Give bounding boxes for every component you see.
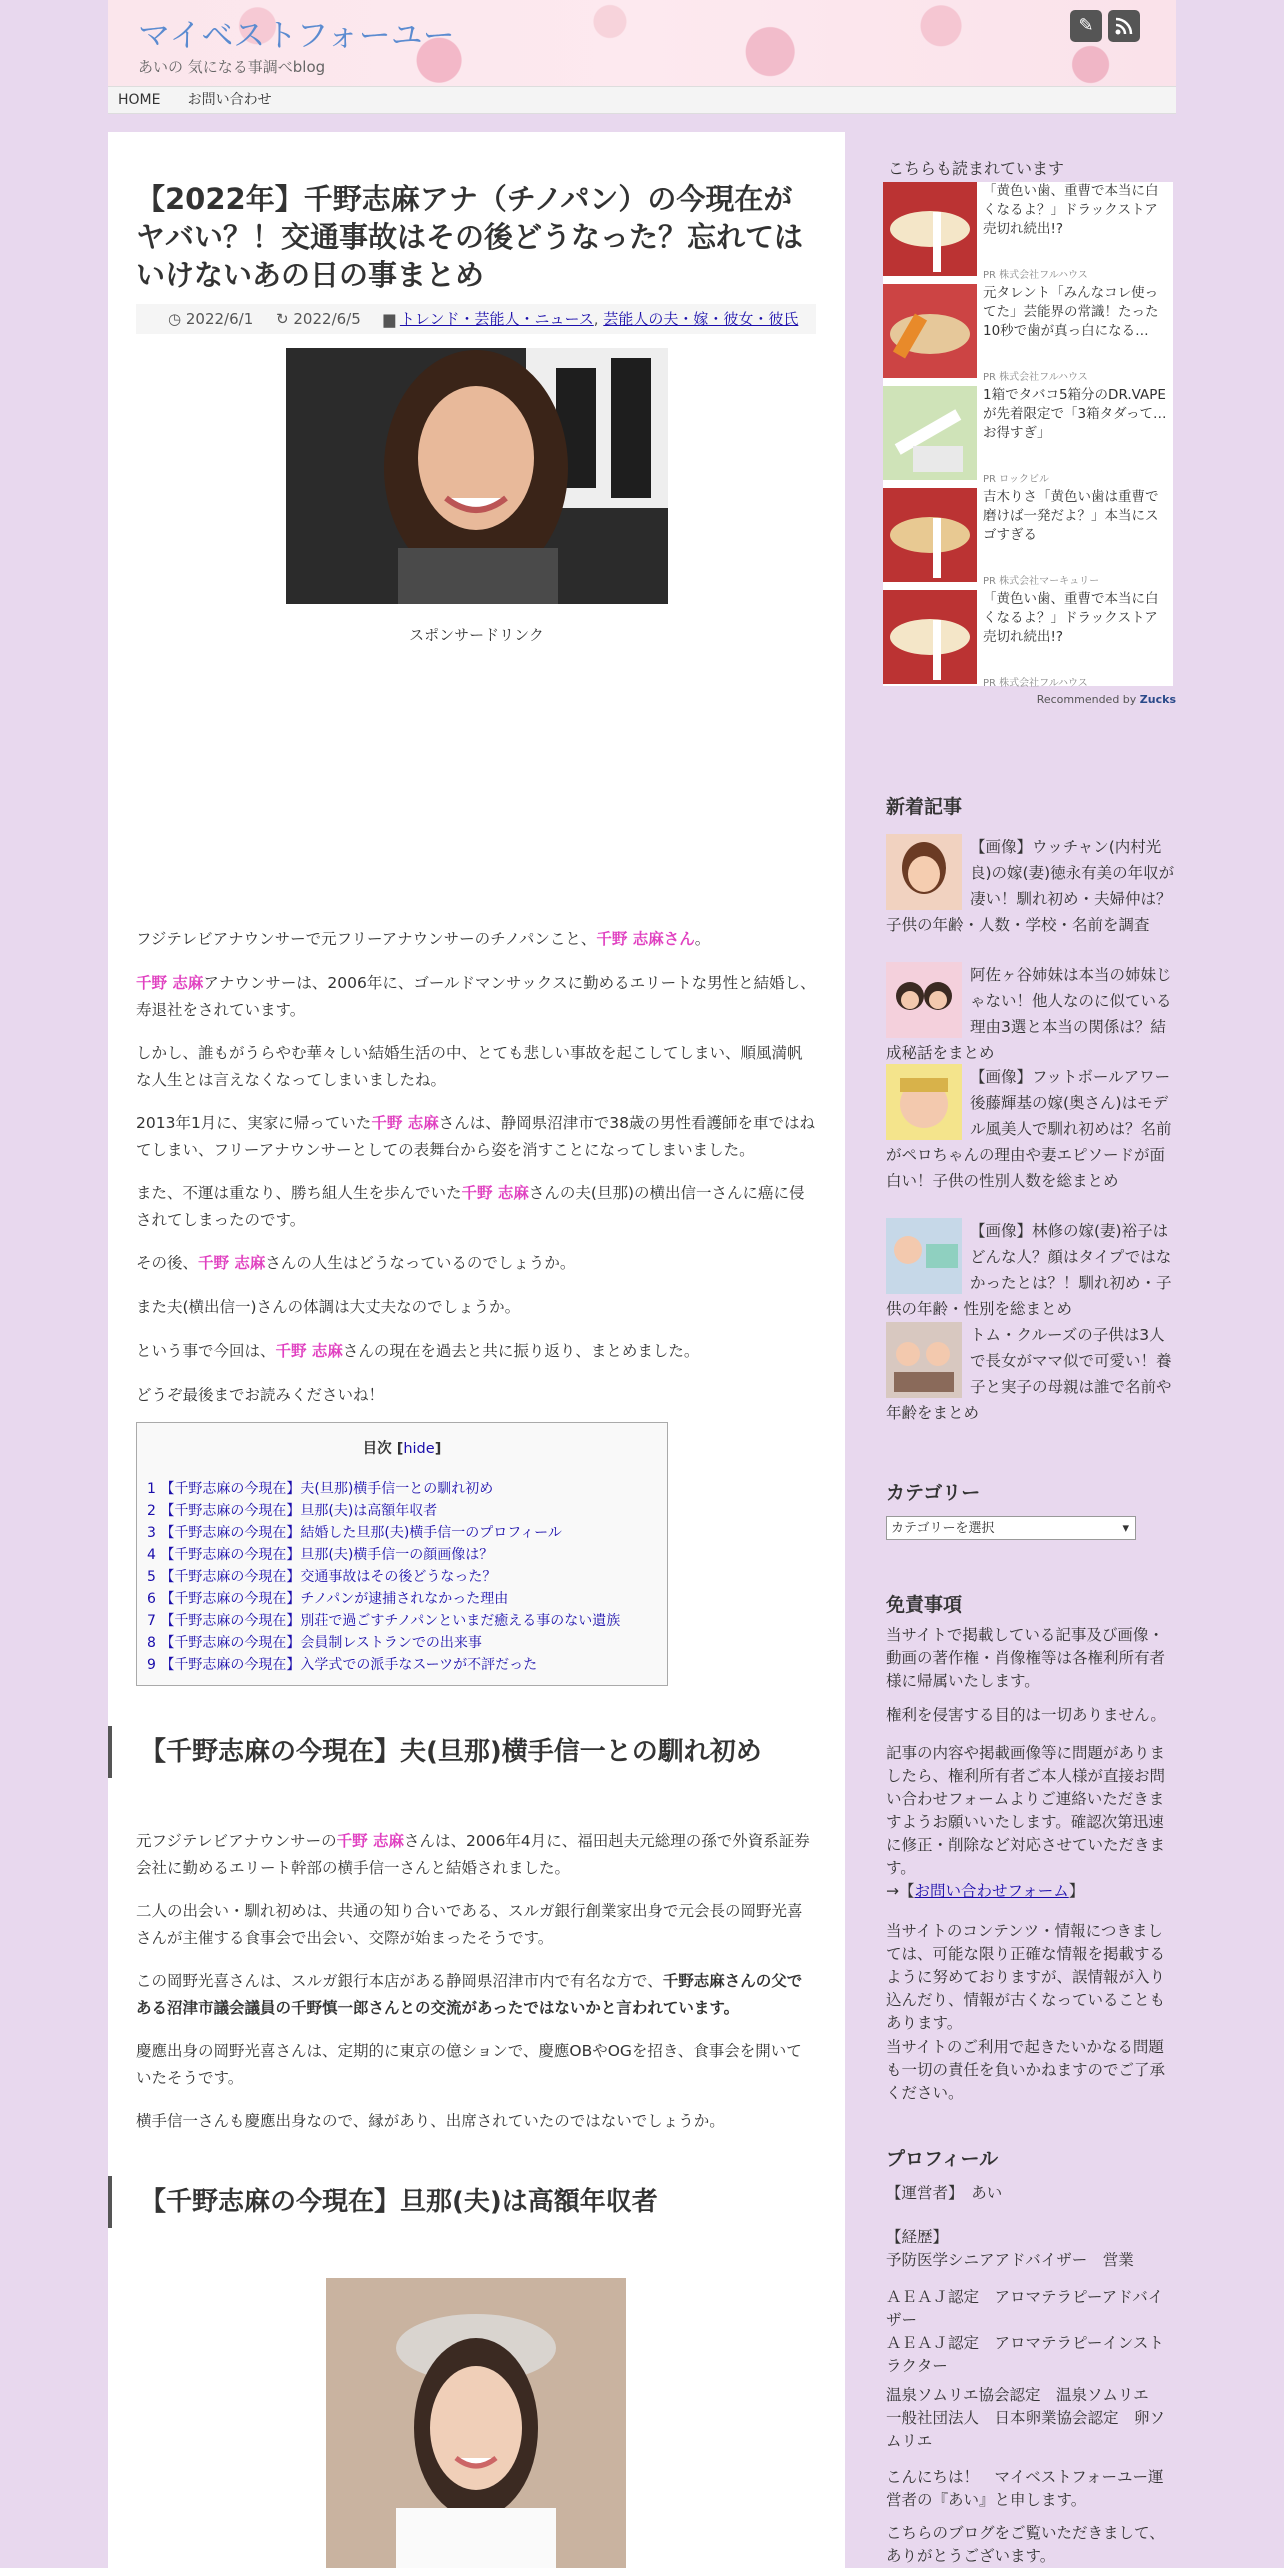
profile-hello: こんにちは！ マイベストフォーユー運営者の『あい』と申します。 (886, 2468, 1164, 2509)
site-description: あいの 気になる事調べblog (138, 58, 326, 76)
feedly-icon[interactable]: ✎ (1070, 10, 1102, 42)
paragraph-5: また、不運は重なり、勝ち組人生を歩んでいた千野 志麻さんの夫(旦那)の横出信一さんに癌に侵されてしまったのです。 (136, 1184, 805, 1229)
profile-admin: 【運営者】 あい (886, 2184, 1003, 2202)
wedding-photo (326, 2278, 626, 2568)
category-heading: カテゴリー (886, 1482, 981, 1504)
paragraph-8: という事で今回は、千野 志麻さんの現在を過去と共に振り返り、まとめました。 (136, 1342, 700, 1360)
global-nav (108, 86, 1176, 114)
teeth-thumbnail (883, 182, 977, 276)
disclaimer-text-5: 当サイトのご利用で起きたいかなる問題も一切の責任を負いかねますのでご了承ください。 (886, 2038, 1166, 2102)
toc-item[interactable]: 9 【千野志麻の今現在】入学式での派手なスーツが不評だった (147, 1657, 538, 1673)
teeth-thumbnail (883, 488, 977, 582)
disclaimer-text-2: 権利を侵害する目的は一切ありません。 (886, 1706, 1166, 1724)
new-post-item[interactable]: 【画像】ウッチャン(内村光良)の嫁(妻)徳永有美の年収が凄い！馴れ初め・夫婦仲は？子供の年齢・人数・学校・名前を調査 (886, 834, 1176, 938)
toc-title: 目次 [hide] (362, 1441, 442, 1457)
vape-thumbnail (883, 386, 977, 480)
section-heading-1: 【千野志麻の今現在】夫(旦那)横手信一との馴れ初め (108, 1726, 850, 1778)
refresh-icon: ↻ (276, 310, 289, 328)
post-thumbnail (886, 1218, 962, 1294)
site-header (108, 0, 1176, 86)
zucks-logo: Zucks (1139, 693, 1176, 706)
disclaimer-text-3: 記事の内容や掲載画像等に問題がありましたら、権利所有者ご本人様が直接お問い合わせフォームよりご連絡いただきますようお願いいたします。確認次第迅速に修正・削除など対応させていただきます。 (886, 1744, 1166, 1877)
teeth-thumbnail (883, 590, 977, 684)
paragraph-4: 2013年1月に、実家に帰っていた千野 志麻さんは、静岡県沼津市で38歳の男性看護師を車ではねてしまい、フリーアナウンサーとしての表舞台から姿を消すことになってしまいました。 (136, 1114, 815, 1159)
paragraph-1: フジテレビアナウンサーで元フリーアナウンサーのチノパンこと、千野 志麻さん。 (136, 930, 711, 948)
toc-item[interactable]: 8 【千野志麻の今現在】会員制レストランでの出来事 (147, 1635, 482, 1651)
disclaimer-text-1: 当サイトで掲載している記事及び画像・動画の著作権・肖像権等は各権利所有者様に帰属いたします。 (886, 1626, 1166, 1690)
section1-paragraph-1: 元フジテレビアナウンサーの千野 志麻さんは、2006年4月に、福田赳夫元総理の孫で外資系証券会社に勤めるエリート幹部の横手信一さんと結婚されました。 (136, 1832, 810, 1877)
chevron-down-icon: ▾ (1122, 1521, 1129, 1536)
table-of-contents (136, 1422, 668, 1686)
nav-home[interactable]: HOME (118, 92, 161, 108)
new-post-item[interactable]: 【画像】フットボールアワー後藤輝基の嫁(奥さん)はモデル風美人で馴れ初めは？名前がペロちゃんの理由や妻エピソードが面白い！子供の性別人数を総まとめ (886, 1064, 1176, 1194)
reco-item[interactable]: 吉木りさ「黄色い歯は重曹で磨けば一発だよ？」本当にスゴすぎる PR 株式会社マーキュリー (883, 488, 1173, 590)
new-post-item[interactable]: トム・クルーズの子供は3人で長女がママ似で可愛い！養子と実子の母親は誰で名前や年齢をまとめ (886, 1322, 1176, 1426)
new-posts-heading: 新着記事 (886, 796, 963, 818)
toc-item[interactable]: 3 【千野志麻の今現在】結婚した旦那(夫)横手信一のプロフィール (147, 1525, 562, 1541)
paragraph-7: また夫(横出信一)さんの体調は大丈夫なのでしょうか。 (136, 1298, 521, 1316)
paragraph-9: どうぞ最後までお読みくださいね！ (136, 1386, 385, 1404)
reco-label: こちらも読まれています (888, 159, 1065, 178)
new-post-item[interactable]: 阿佐ヶ谷姉妹は本当の姉妹じゃない！他人なのに似ている理由3選と本当の関係は？結成秘話をまとめ (886, 962, 1176, 1066)
disclaimer-text-4: 当サイトのコンテンツ・情報につきましては、可能な限り正確な情報を掲載するように努めておりますが、誤情報が入り込んだり、情報が古くなっていることもあります。 (886, 1922, 1166, 2032)
category-link-trend[interactable]: トレンド・芸能人・ニュース (399, 310, 594, 328)
clock-icon: ◷ (168, 310, 182, 328)
toc-item[interactable]: 7 【千野志麻の今現在】別荘で過ごすチノパンといまだ癒える事のない遺族 (147, 1613, 621, 1629)
profile-heading: プロフィール (886, 2148, 999, 2170)
post-thumbnail (886, 962, 962, 1038)
site-title[interactable]: マイベストフォーユー (138, 16, 455, 54)
profile-career-label: 【経歴】 (886, 2228, 949, 2246)
paragraph-6: その後、千野 志麻さんの人生はどうなっているのでしょうか。 (136, 1254, 576, 1272)
section1-paragraph-5: 横手信一さんも慶應出身なので、縁があり、出席されていたのではないでしょうか。 (136, 2112, 725, 2130)
nav-contact[interactable]: お問い合わせ (187, 92, 272, 108)
recommendation-widget (883, 182, 1173, 689)
section1-paragraph-2: 二人の出会い・馴れ初めは、共通の知り合いである、スルガ銀行創業家出身で元会長の岡野光喜さんが主催する食事会で出会い、交際が始まったそうです。 (136, 1902, 803, 1947)
profile-sommelier: 温泉ソムリエ協会認定 温泉ソムリエ 一般社団法人 日本卵業協会認定 卵ソムリエ (886, 2386, 1166, 2450)
disclaimer-heading: 免責事項 (886, 1594, 963, 1616)
section1-paragraph-3: この岡野光喜さんは、スルガ銀行本店がある静岡県沼津市内で有名な方で、千野志麻さんの父である沼津市議会議員の千野慎一郎さんとの交流があったではないかと言われています。 (136, 1972, 803, 2017)
toc-item[interactable]: 2 【千野志麻の今現在】旦那(夫)は高額年収者 (147, 1503, 438, 1519)
reco-item[interactable]: 「黄色い歯、重曹で本当に白くなるよ？」ドラックストア売切れ続出!? PR 株式会社フルハウス (883, 182, 1173, 284)
sponsor-label: スポンサードリンク (409, 626, 544, 644)
toc-hide-link[interactable]: hide (403, 1441, 435, 1457)
contact-form-link[interactable]: お問い合わせフォーム (914, 1882, 1069, 1900)
toc-item[interactable]: 1 【千野志麻の今現在】夫(旦那)横手信一との馴れ初め (147, 1481, 494, 1497)
section-heading-2: 【千野志麻の今現在】旦那(夫)は高額年収者 (108, 2176, 850, 2228)
profile-career: 予防医学シニアアドバイザー 営業 (886, 2251, 1134, 2269)
category-link-spouse[interactable]: 芸能人の夫・嫁・彼女・彼氏 (603, 310, 799, 328)
toc-item[interactable]: 4 【千野志麻の今現在】旦那(夫)横手信一の顔画像は？ (147, 1547, 494, 1563)
paragraph-2: 千野 志麻アナウンサーは、2006年に、ゴールドマンサックスに勤めるエリートな男性と結婚し、寿退社をされています。 (136, 974, 816, 1019)
section1-paragraph-4: 慶應出身の岡野光喜さんは、定期的に東京の億ションで、慶應OBやOGを招き、食事会を開いていたそうです。 (136, 2042, 802, 2087)
profile-thanks: こちらのブログをご覧いただきまして、ありがとうございます。 (886, 2524, 1165, 2565)
date-updated: 2022/6/5 (293, 310, 361, 328)
recommended-by[interactable]: Recommended by Zucks (1036, 693, 1176, 706)
toc-item[interactable]: 5 【千野志麻の今現在】交通事故はその後どうなった？ (147, 1569, 497, 1585)
teeth-thumbnail (883, 284, 977, 378)
eyecatch-image (286, 348, 668, 604)
article-meta: ◷ 2022/6/1 ↻ 2022/6/5 ▆ トレンド・芸能人・ニュース, 芸能人の夫・嫁・彼女・彼氏 (136, 304, 816, 334)
contact-line: →【お問い合わせフォーム】 (886, 1882, 1085, 1900)
folder-icon: ▆ (383, 310, 396, 328)
reco-item[interactable]: 1箱でタバコ5箱分のDR.VAPEが先着限定で「3箱タダって…お得すぎ」 PR ロックビル (883, 386, 1173, 488)
category-select[interactable]: カテゴリーを選択 ▾ (886, 1516, 1136, 1540)
rss-icon[interactable] (1108, 10, 1140, 42)
article-title: 【2022年】千野志麻アナ（チノパン）の今現在がヤバい？！交通事故はその後どうなった？忘れてはいけないあの日の事まとめ (136, 182, 804, 292)
date-posted: 2022/6/1 (185, 310, 254, 328)
post-thumbnail (886, 834, 962, 910)
new-post-item[interactable]: 【画像】林修の嫁(妻)裕子はどんな人？顔はタイプではなかったとは？！馴れ初め・子供の年齢・性別を総まとめ (886, 1218, 1176, 1322)
paragraph-3: しかし、誰もがうらやむ華々しい結婚生活の中、とても悲しい事故を起こしてしまい、順風満帆な人生とは言えなくなってしまいましたね。 (136, 1044, 803, 1089)
reco-item[interactable]: 「黄色い歯、重曹で本当に白くなるよ？」ドラックストア売切れ続出!? PR 株式会社フルハウス (883, 590, 1173, 692)
toc-item[interactable]: 6 【千野志麻の今現在】チノパンが逮捕されなかった理由 (147, 1591, 509, 1607)
post-thumbnail (886, 1322, 962, 1398)
profile-aeaj: ＡＥＡＪ認定 アロマテラピーアドバイザー ＡＥＡＪ認定 アロマテラピーインストラクター (886, 2288, 1164, 2375)
post-thumbnail (886, 1064, 962, 1140)
reco-item[interactable]: 元タレント「みんなコレ使ってた」芸能界の常識！たった10秒で歯が真っ白になる… PR 株式会社フルハウス (883, 284, 1173, 386)
main-content (108, 132, 845, 2568)
